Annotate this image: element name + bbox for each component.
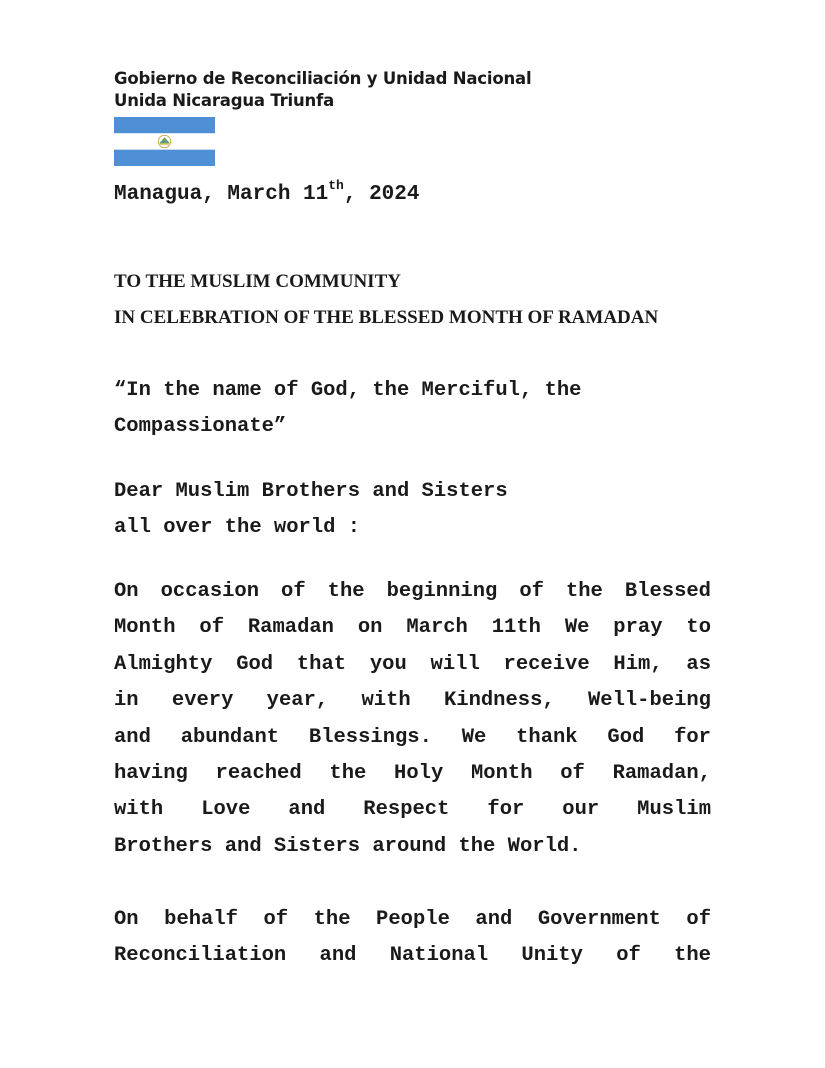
letterhead-slogan: Unida Nicaragua Triunfa	[114, 91, 335, 110]
nicaragua-flag-icon	[114, 117, 215, 166]
flag-bottom-stripe	[114, 150, 215, 166]
letterhead	[114, 68, 531, 112]
paragraph-line: with Love and Respect for our Muslim	[114, 798, 711, 822]
dateline-text: Managua, March 11	[114, 183, 329, 206]
paragraph-line: Brothers and Sisters around the World.	[114, 834, 582, 858]
paragraph-line: Almighty God that you will receive Him, as	[114, 652, 711, 676]
salutation-line: all over the world :	[114, 516, 361, 540]
paragraph-line: in every year, with Kindness, Well-being	[114, 689, 711, 713]
paragraph-line: Month of Ramadan on March 11th We pray to	[114, 616, 711, 640]
letter-dateline	[114, 178, 420, 209]
letter-addressee: TO THE MUSLIM COMMUNITY	[114, 271, 401, 292]
letterhead-government-name: Gobierno de Reconciliación y Unidad Nacional	[114, 69, 532, 88]
paragraph-line: On occasion of the beginning of the Blessed	[114, 580, 711, 603]
flag-top-stripe	[114, 117, 215, 133]
body-paragraph-1	[114, 574, 711, 865]
dateline-year: , 2024	[343, 183, 420, 206]
letter-salutation	[114, 474, 711, 547]
paragraph-line: having reached the Holy Month of Ramadan,	[114, 761, 711, 785]
body-paragraph-2	[114, 902, 711, 975]
invocation-line: “In the name of God, the Merciful, the	[114, 379, 582, 402]
invocation-line: Compassionate”	[114, 415, 287, 439]
dateline-ordinal: th	[328, 178, 344, 193]
paragraph-line: On behalf of the People and Government of	[114, 908, 711, 931]
paragraph-line: and abundant Blessings. We thank God for	[114, 725, 711, 749]
opening-invocation	[114, 373, 711, 446]
paragraph-line: Reconciliation and National Unity of the	[114, 944, 711, 968]
salutation-line: Dear Muslim Brothers and Sisters	[114, 480, 508, 503]
letter-subject: IN CELEBRATION OF THE BLESSED MONTH OF RAMADAN	[114, 307, 659, 328]
